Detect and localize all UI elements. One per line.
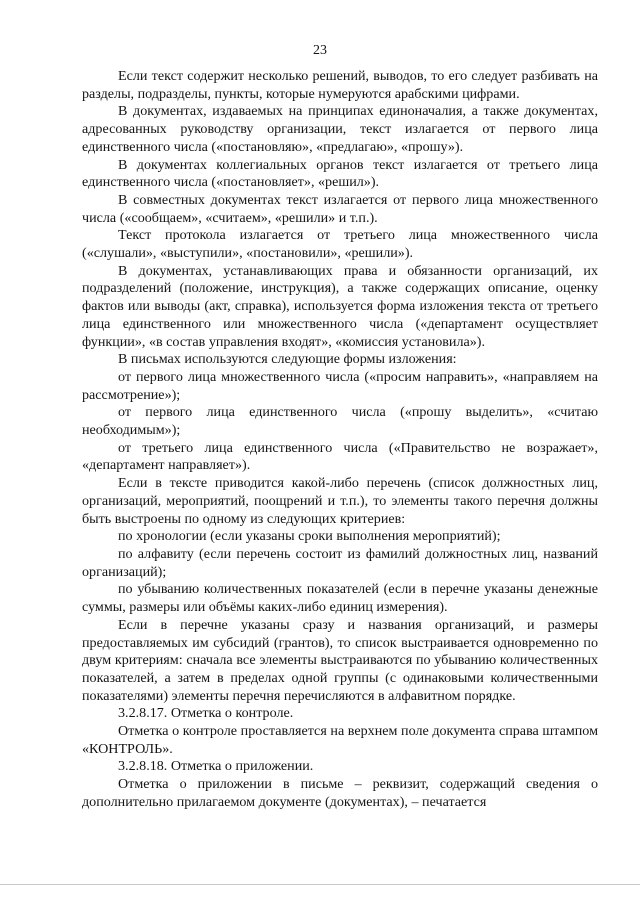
paragraph-13: по алфавиту (если перечень состоит из фамилий должностных лиц, названий организаций); (82, 545, 598, 580)
paragraph-8: от первого лица множественного числа («просим направить», «направляем на рассмотрение»); (82, 368, 598, 403)
paragraph-4: В совместных документах текст излагается от первого лица множественного числа («сообщаем», «считаем», «решили» и т.п.). (82, 191, 598, 226)
scan-bottom-edge (0, 884, 640, 885)
paragraph-6: В документах, устанавливающих права и обязанности организаций, их подразделений (положение, инструкция), а также содержащих описание, оценку фактов или выводы (акт, справка), используется форма изложения текста от третьего лица единственного или множественного числа («департамент осуществляет функции», «в состав управления входят», «комиссия установила»). (82, 262, 598, 350)
section-heading-3-2-8-17: 3.2.8.17. Отметка о контроле. (118, 705, 294, 722)
section-heading-3-2-8-18: 3.2.8.18. Отметка о приложении. (118, 758, 314, 775)
paragraph-1: Если текст содержит несколько решений, выводов, то его следует разбивать на разделы, подразделы, пункты, которые нумеруются арабскими цифрами. (82, 68, 598, 102)
paragraph-9: от первого лица единственного числа («прошу выделить», «считаю необходимым»); (82, 404, 598, 439)
paragraph-11: Если в тексте приводится какой-либо перечень (список должностных лиц, организаций, мероприятий, поощрений и т.п.), то элементы такого перечня должны быть выстроены по одному из следующих критериев: (82, 475, 598, 527)
paragraph-2: В документах, издаваемых на принципах единоначалия, а также документах, адресованных руководству организации, текст излагается от первого лица единственного числа («постановляю», «предлагаю», «прошу»). (82, 103, 598, 155)
paragraph-19: Отметка о приложении в письме – реквизит, содержащий сведения о дополнительно прилагаемом документе (документах), – печатается (82, 776, 598, 810)
paragraph-14: по убыванию количественных показателей (если в перечне указаны денежные суммы, размеры или объёмы каких-либо единиц измерения). (82, 581, 598, 616)
paragraph-5: Текст протокола излагается от третьего лица множественного числа («слушали», «выступили», «постановили», «решили»). (82, 227, 598, 262)
paragraph-15: Если в перечне указаны сразу и названия организаций, и размеры предоставляемых им субсидий (грантов), то список выстраивается одновременно по двум критериям: сначала все элементы выстраиваются по убыванию количественных показателей, а затем в пределах одной группы (с одинаковыми количественными показателями) элементы перечня перечисляются в алфавитном порядке. (82, 616, 598, 704)
paragraph-12: по хронологии (если указаны сроки выполнения мероприятий); (118, 528, 501, 545)
paragraph-10: от третьего лица единственного числа («Правительство не возражает», «департамент направляет»). (82, 439, 598, 474)
page-number: 23 (313, 43, 327, 58)
paragraph-7: В письмах используются следующие формы изложения: (118, 351, 457, 368)
body-text (82, 68, 598, 812)
paragraph-17: Отметка о контроле проставляется на верхнем поле документа справа штампом «КОНТРОЛЬ». (82, 723, 598, 757)
paragraph-3: В документах коллегиальных органов текст излагается от третьего лица единственного числа («постановляет», «решил»). (82, 156, 598, 191)
